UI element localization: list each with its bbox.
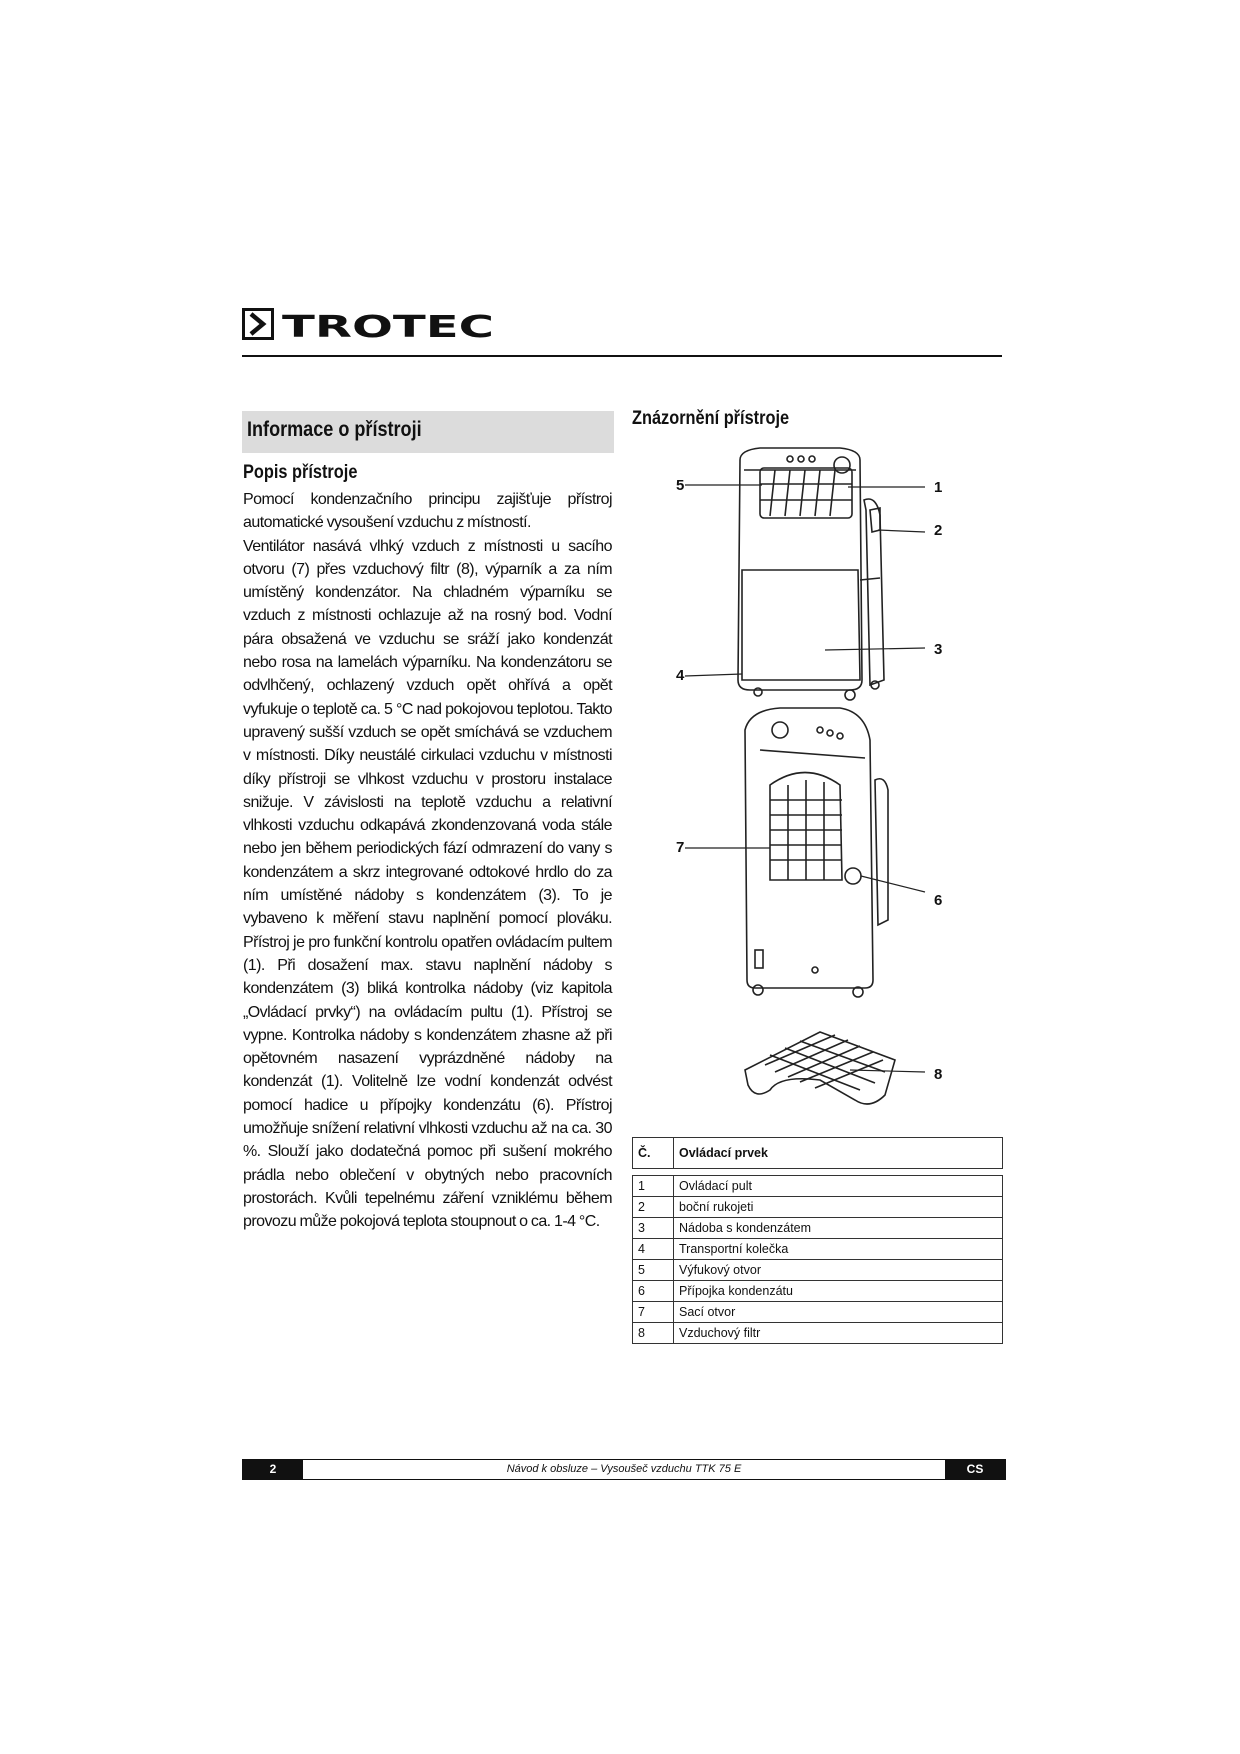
device-illustration: [670, 440, 970, 1130]
callout-3: 3: [934, 641, 943, 658]
callout-8: 8: [934, 1066, 943, 1083]
page-number: 2: [243, 1460, 303, 1479]
subsection-title: Popis přístroje: [243, 462, 358, 483]
callout-6: 6: [934, 892, 943, 909]
side-handle: [864, 499, 884, 685]
table-row: 8 Vzduchový filtr: [633, 1323, 1003, 1344]
callout-4: 4: [676, 667, 685, 684]
section-title: Informace o přístroji: [247, 418, 422, 441]
table-row: 6 Přípojka kondenzátu: [633, 1281, 1003, 1302]
paragraph: Ventilátor nasává vlhký vzduch z místnosti u sacího otvoru (7) přes vzduchový filtr (8), výparník a za ním umístěný kondenzátor. Na chladném výparníku se vzduch z místnosti ochlazuje až na rosný bod. Vodní pára obsažená ve vzduchu se sráží jako kondenzát nebo rosa na lamelách výparníku. Na kondenzátoru se odvlhčený, ochlazený vzduch opět ohřívá a opět vyfukuje o teplotě ca. 5 °C nad pokojovou teplotou. Takto upravený sušší vzduch se opět smíchává se vzduchem v místnosti. Díky neustálé cirkulaci vzduchu v místnosti díky přístroji se vlhkost vzduchu v prostoru instalace snižuje. V závislosti na teplotě vzduchu a relativní vlhkosti vzduchu odkapává zkondenzovaná voda stále nebo jen během periodických fází odmrazení do vany s kondenzátem a skrz integrované odtokové hrdlo do za ním umístěné nádoby s kondenzátem (3). To je vybaveno k měření stavu naplnění pomocí plováku. Přístroj je pro funkční kontrolu opatřen ovládacím pultem (1). Při dosažení max. stavu naplnění nádoby s kondenzátem (3) bliká kontrolka nádoby (viz kapitola „Ovládací prvky“) na ovládacím pultu (1). Přístroj se vypne. Kontrolka nádoby s kondenzátem zhasne až při opětovném nasazení vyprázdněné nádoby na kondenzát (1). Volitelně lze vodní kondenzát odvést pomocí hadice u přípojky kondenzátu (6). Přístroj umožňuje snížení relativní vlhkosti vzduchu až na ca. 30 %. Slouží jako dodatečná pomoc při sušení mokrého prádla nebo oblečení v obytných nebo pracovních prostorách. Kvůli tepelnému záření vzniklému během provozu může pokojová teplota stoupnout o ca. 1-4 °C.: [243, 537, 612, 1231]
table-row: 1 Ovládací pult: [633, 1176, 1003, 1197]
header-number: Č.: [633, 1138, 674, 1169]
table-row: 3 Nádoba s kondenzátem: [633, 1218, 1003, 1239]
table-row: 7 Sací otvor: [633, 1302, 1003, 1323]
language-code: CS: [945, 1460, 1005, 1479]
header-rule: [242, 355, 1002, 357]
brand-wordmark: TROTEC: [282, 310, 494, 345]
paragraph: Pomocí kondenzačního principu zajišťuje přístroj automatické vysoušení vzduchu z místností.: [243, 491, 612, 532]
trotec-logo: [242, 308, 502, 348]
figure-title: Znázornění přístroje: [632, 408, 790, 429]
callout-7: 7: [676, 839, 685, 856]
table-row: 4 Transportní kolečka: [633, 1239, 1003, 1260]
condensate-connector: [845, 868, 861, 884]
callout-1: 1: [934, 479, 943, 496]
controls-table: [632, 1137, 1003, 1344]
table-row: 2 boční rukojeti: [633, 1197, 1003, 1218]
header-element: Ovládací prvek: [674, 1138, 1003, 1169]
callout-5: 5: [676, 477, 685, 494]
footer-title: Návod k obsluze – Vysoušeč vzduchu TTK 75 E: [506, 1463, 742, 1475]
callout-2: 2: [934, 522, 943, 539]
page-footer: [242, 1459, 1006, 1480]
table-row: 5 Výfukový otvor: [633, 1260, 1003, 1281]
description-text: [243, 488, 612, 1234]
table-header-row: [633, 1138, 1003, 1169]
condensate-tank-outline: [742, 570, 860, 680]
